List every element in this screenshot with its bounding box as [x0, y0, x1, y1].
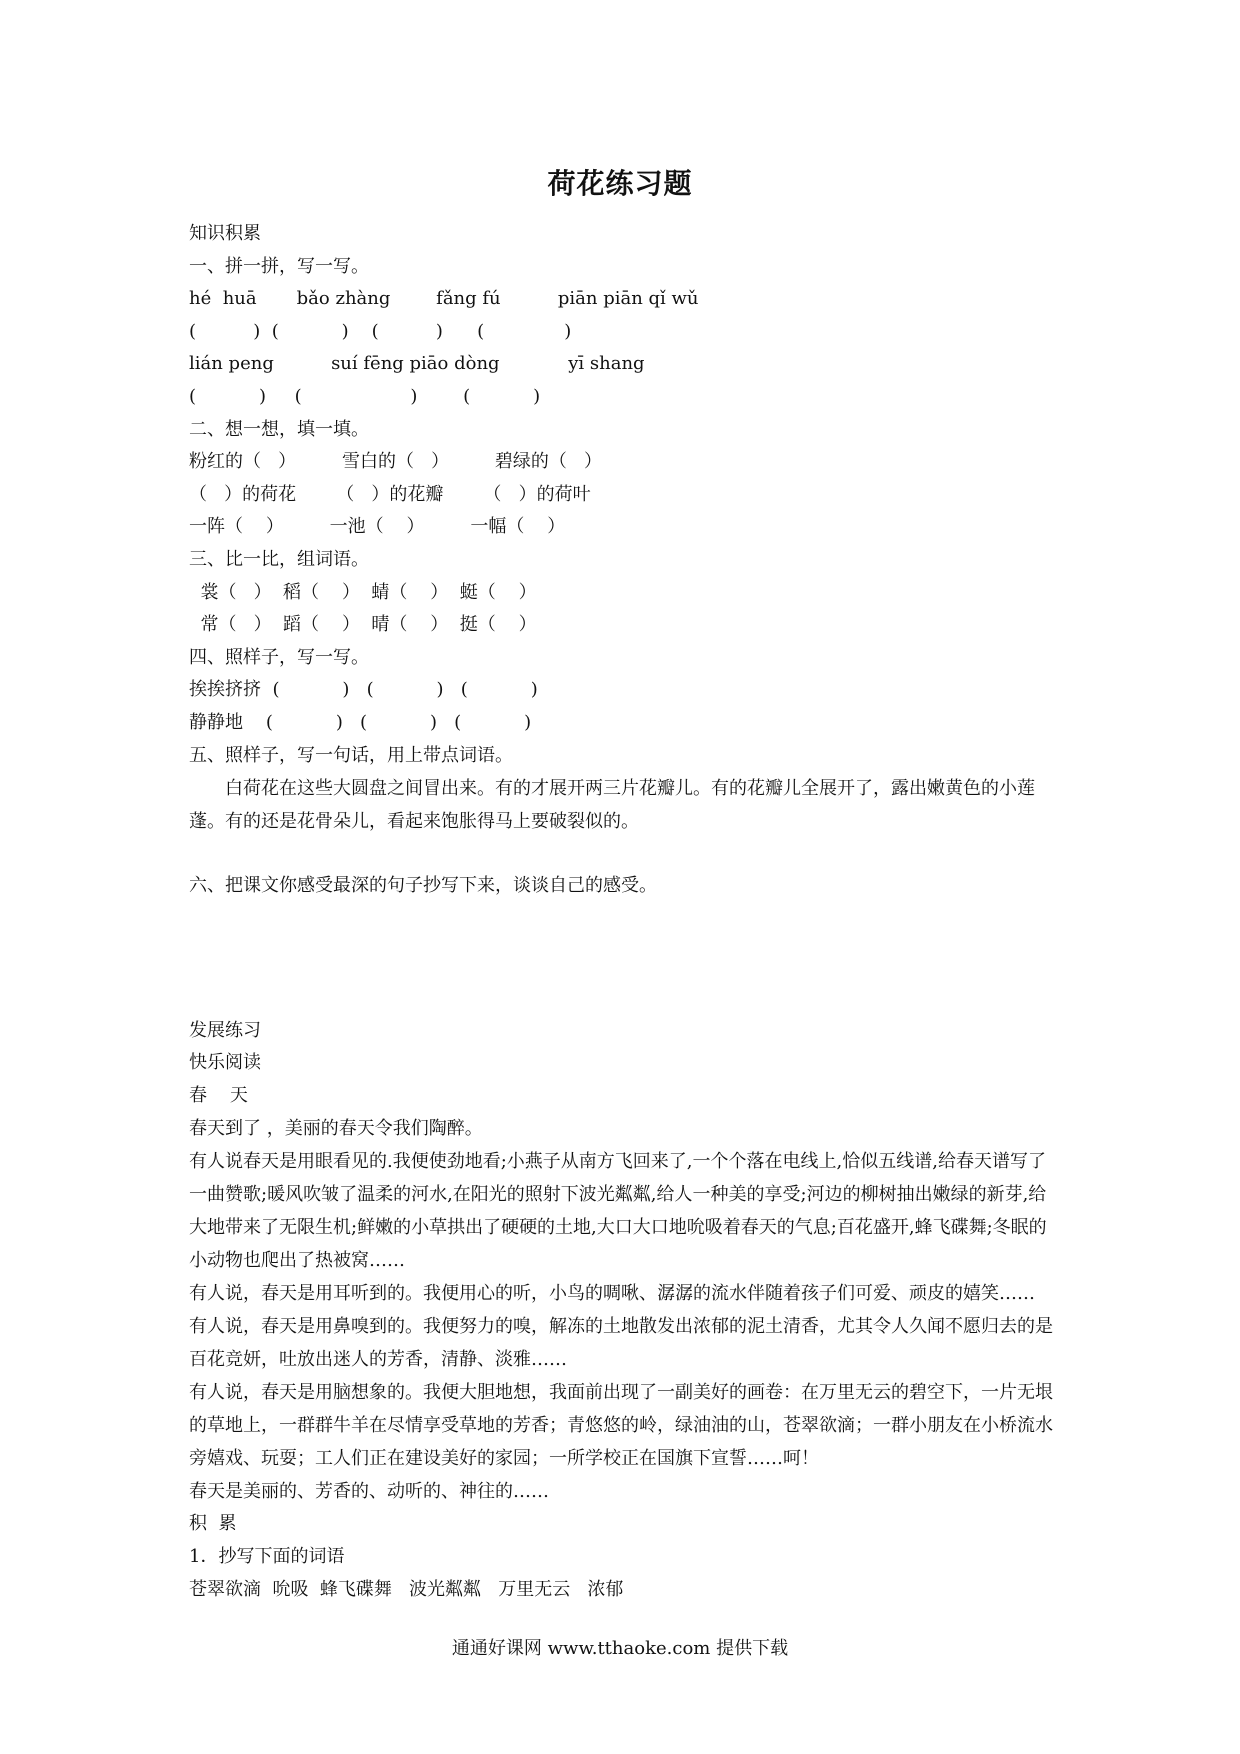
compare-row-1: 裳（ ） 稻（ ） 蜻（ ） 蜓（ ） [189, 581, 537, 603]
blank-row-1: ( ) ( ) ( ) ( ) [189, 320, 572, 342]
footer-credit: 通通好课网 www.tthaoke.com 提供下载 [451, 1638, 789, 1659]
reading-title: 春 天 [189, 1084, 248, 1106]
answer-space [189, 903, 1059, 983]
accumulate-heading: 积 累 [189, 1513, 237, 1535]
example-row-2: 静静地 ( ) ( ) ( ) [189, 711, 532, 733]
question-1-heading: 一、拼一拼，写一写。 [189, 255, 369, 277]
reading-paragraph: 有人说春天是用眼看见的.我便使劲地看;小燕子从南方飞回来了,一个个落在电线上,恰似五线谱,给春天谱写了一曲赞歌;暖风吹皱了温柔的河水,在阳光的照射下波光粼粼,给人一种美的享受;河边的柳树抽出嫩绿的新芽,给大地带来了无限生机;鲜嫩的小草拱出了硬硬的土地,大口大口地吮吸着春天的气息;百花盛开,蜂飞碟舞;冬眠的小动物也爬出了热被窝…… [189, 1151, 1047, 1272]
pinyin-row-1: hé huā bǎo zhàng fǎng fú piān piān qǐ wǔ [189, 288, 699, 310]
example-passage: 白荷花在这些大圆盘之间冒出来。有的才展开两三片花瓣儿。有的花瓣儿全展开了，露出嫩黄色的小莲蓬。有的还是花骨朵儿，看起来饱胀得马上要破裂似的。 [189, 778, 1035, 833]
task-1-heading: 1．抄写下面的词语 [189, 1546, 345, 1568]
reading-paragraph: 有人说，春天是用耳听到的。我便用心的听，小鸟的啁啾、潺潺的流水伴随着孩子们可爱、顽皮的嬉笑…… [189, 1283, 1035, 1305]
question-3-heading: 三、比一比，组词语。 [189, 548, 369, 570]
fill-row-2: （ ）的荷花 （ ）的花瓣 （ ）的荷叶 [189, 483, 591, 505]
question-5-heading: 五、照样子，写一句话，用上带点词语。 [189, 744, 513, 766]
fill-row-3: 一阵（ ） 一池（ ） 一幅（ ） [189, 516, 566, 538]
fill-row-1: 粉红的（ ） 雪白的（ ） 碧绿的（ ） [189, 451, 603, 473]
question-2-heading: 二、想一想，填一填。 [189, 418, 369, 440]
reading-paragraph: 春天到了 ，美丽的春天令我们陶醉。 [189, 1118, 483, 1140]
spacer [189, 983, 1059, 1015]
reading-paragraph: 春天是美丽的、芳香的、动听的、神往的…… [189, 1481, 549, 1503]
question-6-heading: 六、把课文你感受最深的句子抄写下来，谈谈自己的感受。 [189, 875, 657, 897]
section-heading: 发展练习 [189, 1019, 261, 1041]
spacer [189, 838, 1059, 870]
compare-row-2: 常（ ） 蹈（ ） 晴（ ） 挺（ ） [189, 614, 537, 636]
example-row-1: 挨挨挤挤 ( ) ( ) ( ) [189, 679, 538, 701]
task-1-words: 苍翠欲滴 吮吸 蜂飞碟舞 波光粼粼 万里无云 浓郁 [189, 1578, 624, 1600]
document-body [189, 218, 1059, 1606]
pinyin-row-2: lián peng suí fēng piāo dòng yī shang [189, 353, 645, 375]
reading-paragraph: 有人说，春天是用脑想象的。我便大胆地想，我面前出现了一副美好的画卷：在万里无云的碧空下，一片无垠的草地上，一群群牛羊在尽情享受草地的芳香；青悠悠的岭，绿油油的山，苍翠欲滴；一群小朋友在小桥流水旁嬉戏、玩耍；工人们正在建设美好的家园；一所学校正在国旗下宣誓……呵！ [189, 1382, 1053, 1470]
page-title: 荷花练习题 [547, 167, 693, 200]
blank-row-2: ( ) ( ) ( ) [189, 385, 541, 407]
subsection-heading: 快乐阅读 [189, 1052, 261, 1074]
question-4-heading: 四、照样子，写一写。 [189, 646, 369, 668]
section-heading: 知识积累 [189, 223, 261, 244]
reading-paragraph: 有人说，春天是用鼻嗅到的。我便努力的嗅，解冻的土地散发出浓郁的泥土清香，尤其令人久闻不愿归去的是百花竞妍，吐放出迷人的芳香，清静、淡雅…… [189, 1316, 1053, 1371]
